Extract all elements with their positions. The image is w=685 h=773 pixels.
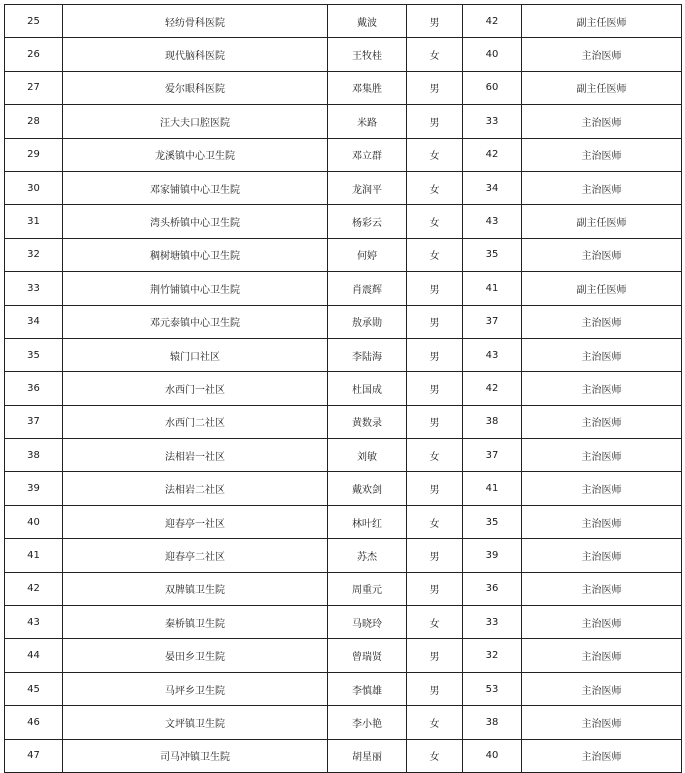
professional-title-cell: 主治医师 xyxy=(522,706,682,739)
roster-body xyxy=(5,5,682,773)
professional-title-cell: 主治医师 xyxy=(522,38,682,71)
unit-name-cell: 爱尔眼科医院 xyxy=(63,71,328,104)
unit-name-cell: 汪大夫口腔医院 xyxy=(63,105,328,138)
unit-name-cell: 水西门二社区 xyxy=(63,405,328,438)
row-number-cell: 40 xyxy=(5,505,63,538)
row-number-cell: 38 xyxy=(5,439,63,472)
sex-cell: 男 xyxy=(407,572,463,605)
unit-name-cell: 荆竹铺镇中心卫生院 xyxy=(63,272,328,305)
professional-title-cell: 主治医师 xyxy=(522,105,682,138)
professional-title-cell: 主治医师 xyxy=(522,472,682,505)
unit-name-cell: 秦桥镇卫生院 xyxy=(63,606,328,639)
table-row xyxy=(5,338,682,371)
unit-name-cell: 稠树塘镇中心卫生院 xyxy=(63,238,328,271)
table-row xyxy=(5,439,682,472)
table-row xyxy=(5,105,682,138)
unit-name-cell: 轻纺骨科医院 xyxy=(63,5,328,38)
row-number-cell: 26 xyxy=(5,38,63,71)
age-cell: 42 xyxy=(463,5,522,38)
unit-name-cell: 湾头桥镇中心卫生院 xyxy=(63,205,328,238)
row-number-cell: 29 xyxy=(5,138,63,171)
row-number-cell: 36 xyxy=(5,372,63,405)
sex-cell: 女 xyxy=(407,739,463,772)
age-cell: 38 xyxy=(463,706,522,739)
table-row xyxy=(5,639,682,672)
unit-name-cell: 迎春亭二社区 xyxy=(63,539,328,572)
doctor-name-cell: 杜国成 xyxy=(328,372,407,405)
professional-title-cell: 主治医师 xyxy=(522,305,682,338)
unit-name-cell: 双牌镇卫生院 xyxy=(63,572,328,605)
professional-title-cell: 主治医师 xyxy=(522,171,682,204)
professional-title-cell: 主治医师 xyxy=(522,238,682,271)
professional-title-cell: 主治医师 xyxy=(522,739,682,772)
unit-name-cell: 迎春亭一社区 xyxy=(63,505,328,538)
doctor-name-cell: 邓集胜 xyxy=(328,71,407,104)
row-number-cell: 27 xyxy=(5,71,63,104)
row-number-cell: 45 xyxy=(5,672,63,705)
row-number-cell: 35 xyxy=(5,338,63,371)
age-cell: 43 xyxy=(463,338,522,371)
sex-cell: 男 xyxy=(407,5,463,38)
sex-cell: 男 xyxy=(407,472,463,505)
sex-cell: 女 xyxy=(407,238,463,271)
sex-cell: 男 xyxy=(407,539,463,572)
doctor-name-cell: 李慎雄 xyxy=(328,672,407,705)
age-cell: 43 xyxy=(463,205,522,238)
professional-title-cell: 主治医师 xyxy=(522,338,682,371)
table-row xyxy=(5,706,682,739)
age-cell: 53 xyxy=(463,672,522,705)
row-number-cell: 33 xyxy=(5,272,63,305)
age-cell: 41 xyxy=(463,472,522,505)
row-number-cell: 32 xyxy=(5,238,63,271)
age-cell: 41 xyxy=(463,272,522,305)
doctor-name-cell: 胡星丽 xyxy=(328,739,407,772)
table-row xyxy=(5,238,682,271)
row-number-cell: 46 xyxy=(5,706,63,739)
unit-name-cell: 晏田乡卫生院 xyxy=(63,639,328,672)
sex-cell: 男 xyxy=(407,71,463,104)
sex-cell: 女 xyxy=(407,706,463,739)
sex-cell: 男 xyxy=(407,338,463,371)
sex-cell: 女 xyxy=(407,138,463,171)
doctor-name-cell: 王牧桂 xyxy=(328,38,407,71)
sex-cell: 女 xyxy=(407,505,463,538)
sex-cell: 女 xyxy=(407,439,463,472)
unit-name-cell: 邓家铺镇中心卫生院 xyxy=(63,171,328,204)
doctor-name-cell: 邓立群 xyxy=(328,138,407,171)
sex-cell: 女 xyxy=(407,205,463,238)
professional-title-cell: 主治医师 xyxy=(522,405,682,438)
age-cell: 40 xyxy=(463,739,522,772)
table-row xyxy=(5,138,682,171)
sex-cell: 男 xyxy=(407,372,463,405)
table-row xyxy=(5,505,682,538)
professional-title-cell: 主治医师 xyxy=(522,606,682,639)
sex-cell: 男 xyxy=(407,672,463,705)
professional-title-cell: 主治医师 xyxy=(522,439,682,472)
sex-cell: 男 xyxy=(407,105,463,138)
doctor-name-cell: 戴波 xyxy=(328,5,407,38)
doctor-name-cell: 戴欢剑 xyxy=(328,472,407,505)
unit-name-cell: 马坪乡卫生院 xyxy=(63,672,328,705)
sex-cell: 女 xyxy=(407,171,463,204)
age-cell: 38 xyxy=(463,405,522,438)
unit-name-cell: 邓元泰镇中心卫生院 xyxy=(63,305,328,338)
doctor-name-cell: 刘敏 xyxy=(328,439,407,472)
doctor-roster-table xyxy=(4,4,682,773)
table-row xyxy=(5,405,682,438)
age-cell: 39 xyxy=(463,539,522,572)
age-cell: 33 xyxy=(463,105,522,138)
table-row xyxy=(5,472,682,505)
professional-title-cell: 主治医师 xyxy=(522,639,682,672)
doctor-name-cell: 李小艳 xyxy=(328,706,407,739)
table-row xyxy=(5,372,682,405)
row-number-cell: 44 xyxy=(5,639,63,672)
unit-name-cell: 龙溪镇中心卫生院 xyxy=(63,138,328,171)
table-row xyxy=(5,205,682,238)
table-row xyxy=(5,5,682,38)
sex-cell: 女 xyxy=(407,606,463,639)
unit-name-cell: 文坪镇卫生院 xyxy=(63,706,328,739)
doctor-name-cell: 黄数录 xyxy=(328,405,407,438)
age-cell: 37 xyxy=(463,305,522,338)
table-row xyxy=(5,38,682,71)
age-cell: 35 xyxy=(463,505,522,538)
row-number-cell: 37 xyxy=(5,405,63,438)
doctor-name-cell: 林叶红 xyxy=(328,505,407,538)
doctor-name-cell: 李陆海 xyxy=(328,338,407,371)
table-row xyxy=(5,739,682,772)
professional-title-cell: 副主任医师 xyxy=(522,205,682,238)
age-cell: 37 xyxy=(463,439,522,472)
doctor-name-cell: 米路 xyxy=(328,105,407,138)
doctor-name-cell: 肖震辉 xyxy=(328,272,407,305)
doctor-name-cell: 何婷 xyxy=(328,238,407,271)
table-row xyxy=(5,539,682,572)
age-cell: 36 xyxy=(463,572,522,605)
sex-cell: 男 xyxy=(407,405,463,438)
table-row xyxy=(5,305,682,338)
doctor-name-cell: 苏杰 xyxy=(328,539,407,572)
unit-name-cell: 水西门一社区 xyxy=(63,372,328,405)
unit-name-cell: 法相岩一社区 xyxy=(63,439,328,472)
age-cell: 32 xyxy=(463,639,522,672)
professional-title-cell: 主治医师 xyxy=(522,539,682,572)
doctor-name-cell: 龙润平 xyxy=(328,171,407,204)
row-number-cell: 42 xyxy=(5,572,63,605)
table-row xyxy=(5,71,682,104)
professional-title-cell: 副主任医师 xyxy=(522,71,682,104)
professional-title-cell: 主治医师 xyxy=(522,672,682,705)
age-cell: 42 xyxy=(463,138,522,171)
unit-name-cell: 辕门口社区 xyxy=(63,338,328,371)
doctor-name-cell: 敖承勋 xyxy=(328,305,407,338)
table-row xyxy=(5,171,682,204)
age-cell: 42 xyxy=(463,372,522,405)
age-cell: 60 xyxy=(463,71,522,104)
table-row xyxy=(5,606,682,639)
professional-title-cell: 主治医师 xyxy=(522,372,682,405)
sex-cell: 男 xyxy=(407,639,463,672)
sex-cell: 男 xyxy=(407,305,463,338)
professional-title-cell: 副主任医师 xyxy=(522,272,682,305)
row-number-cell: 28 xyxy=(5,105,63,138)
doctor-name-cell: 曾瑞贤 xyxy=(328,639,407,672)
row-number-cell: 31 xyxy=(5,205,63,238)
professional-title-cell: 主治医师 xyxy=(522,572,682,605)
unit-name-cell: 司马冲镇卫生院 xyxy=(63,739,328,772)
doctor-name-cell: 杨彩云 xyxy=(328,205,407,238)
professional-title-cell: 主治医师 xyxy=(522,138,682,171)
row-number-cell: 47 xyxy=(5,739,63,772)
sex-cell: 女 xyxy=(407,38,463,71)
table-row xyxy=(5,572,682,605)
row-number-cell: 25 xyxy=(5,5,63,38)
row-number-cell: 39 xyxy=(5,472,63,505)
sex-cell: 男 xyxy=(407,272,463,305)
row-number-cell: 43 xyxy=(5,606,63,639)
age-cell: 34 xyxy=(463,171,522,204)
row-number-cell: 34 xyxy=(5,305,63,338)
professional-title-cell: 主治医师 xyxy=(522,505,682,538)
table-row xyxy=(5,272,682,305)
row-number-cell: 30 xyxy=(5,171,63,204)
age-cell: 40 xyxy=(463,38,522,71)
unit-name-cell: 现代脑科医院 xyxy=(63,38,328,71)
row-number-cell: 41 xyxy=(5,539,63,572)
age-cell: 33 xyxy=(463,606,522,639)
doctor-name-cell: 周重元 xyxy=(328,572,407,605)
doctor-name-cell: 马晓玲 xyxy=(328,606,407,639)
table-row xyxy=(5,672,682,705)
age-cell: 35 xyxy=(463,238,522,271)
unit-name-cell: 法相岩二社区 xyxy=(63,472,328,505)
professional-title-cell: 副主任医师 xyxy=(522,5,682,38)
